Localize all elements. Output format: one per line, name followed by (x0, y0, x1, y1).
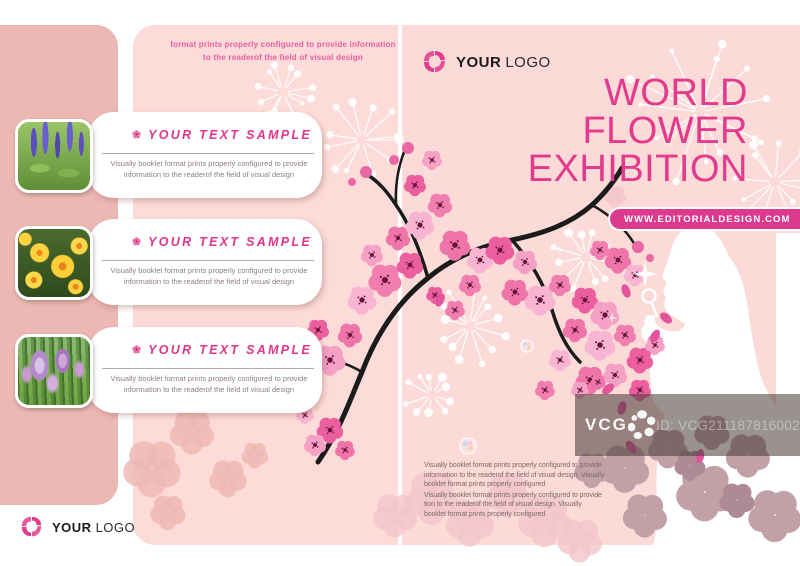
swirl-logo-icon (20, 515, 44, 539)
exhibition-title (528, 74, 748, 188)
para1-line1: Visually booklet format prints properly configured to provide (424, 462, 602, 469)
blossom-icon (132, 121, 141, 148)
card-body-line2: information to the readerof the field of visual design (123, 384, 295, 394)
card-photo-yellow-daisies (15, 226, 93, 300)
blossom-icon (132, 228, 141, 255)
card-divider (102, 368, 314, 369)
intro-note (168, 38, 398, 64)
card-heading: YOUR TEXT SAMPLE (148, 234, 312, 249)
swirl-logo-icon (422, 49, 448, 75)
card-body-line2: information to the readerof the field of visual design (123, 169, 295, 179)
card-body-line1: Visually booklet format prints properly configured to provide (110, 266, 308, 275)
header-logo-word1: YOUR (456, 53, 502, 71)
card-body (88, 159, 322, 180)
card-body-line1: Visually booklet format prints properly configured to provide (110, 159, 308, 168)
footer-logo-word1: YOUR (52, 519, 92, 535)
card-divider (102, 153, 314, 154)
header-logo-text (456, 54, 551, 71)
card-body-line1: Visually booklet format prints properly configured to provide (110, 374, 308, 383)
title-line1: WORLD (604, 72, 748, 114)
card-heading: YOUR TEXT SAMPLE (148, 127, 312, 142)
para2-line2: tion to the readerof the field of visual design. Visually (424, 501, 582, 509)
card-body (88, 266, 322, 287)
bottom-paragraphs (424, 461, 624, 520)
card-photo-purple-tulips (15, 334, 93, 408)
card-heading: YOUR TEXT SAMPLE (148, 342, 312, 357)
para2-line1: Visually booklet format prints properly configured to provide (424, 491, 602, 499)
para1-line3: booklet format prints properly configured (424, 481, 546, 489)
card-body-line2: information to the readerof the field of visual design (123, 276, 295, 286)
header-logo-word2: LOGO (505, 53, 551, 71)
feature-card-2 (88, 219, 322, 305)
card-divider (102, 260, 314, 261)
intro-note-line1: format prints properly configured to provide information (170, 40, 396, 49)
title-line3: EXHIBITION (527, 148, 748, 190)
footer-logo (20, 515, 135, 539)
header-logo (422, 49, 551, 75)
website-banner (608, 207, 800, 231)
vcg-image-id: ID: VCG211187816002 (655, 417, 800, 433)
feature-card-3 (88, 327, 322, 413)
vcg-flower-icon (628, 402, 656, 448)
feature-card-1 (88, 112, 322, 198)
vcg-watermark-band (575, 394, 800, 456)
title-line2: FLOWER (582, 110, 748, 152)
vcg-brand-text: VCG (585, 415, 628, 434)
para1-line2: information to the readerof the field of visual design. Visually (424, 471, 605, 479)
footer-logo-word2: LOGO (95, 519, 136, 535)
footer-logo-text (52, 520, 135, 535)
para2-line3: booklet format prints properly configured (424, 510, 546, 518)
card-body (88, 374, 322, 395)
website-url: WWW.EDITORIALDESIGN.COM (624, 213, 791, 225)
card-photo-purple-salvia (15, 119, 93, 193)
blossom-icon (132, 336, 141, 363)
intro-note-line2: to the readerof the field of visual design (203, 53, 363, 62)
